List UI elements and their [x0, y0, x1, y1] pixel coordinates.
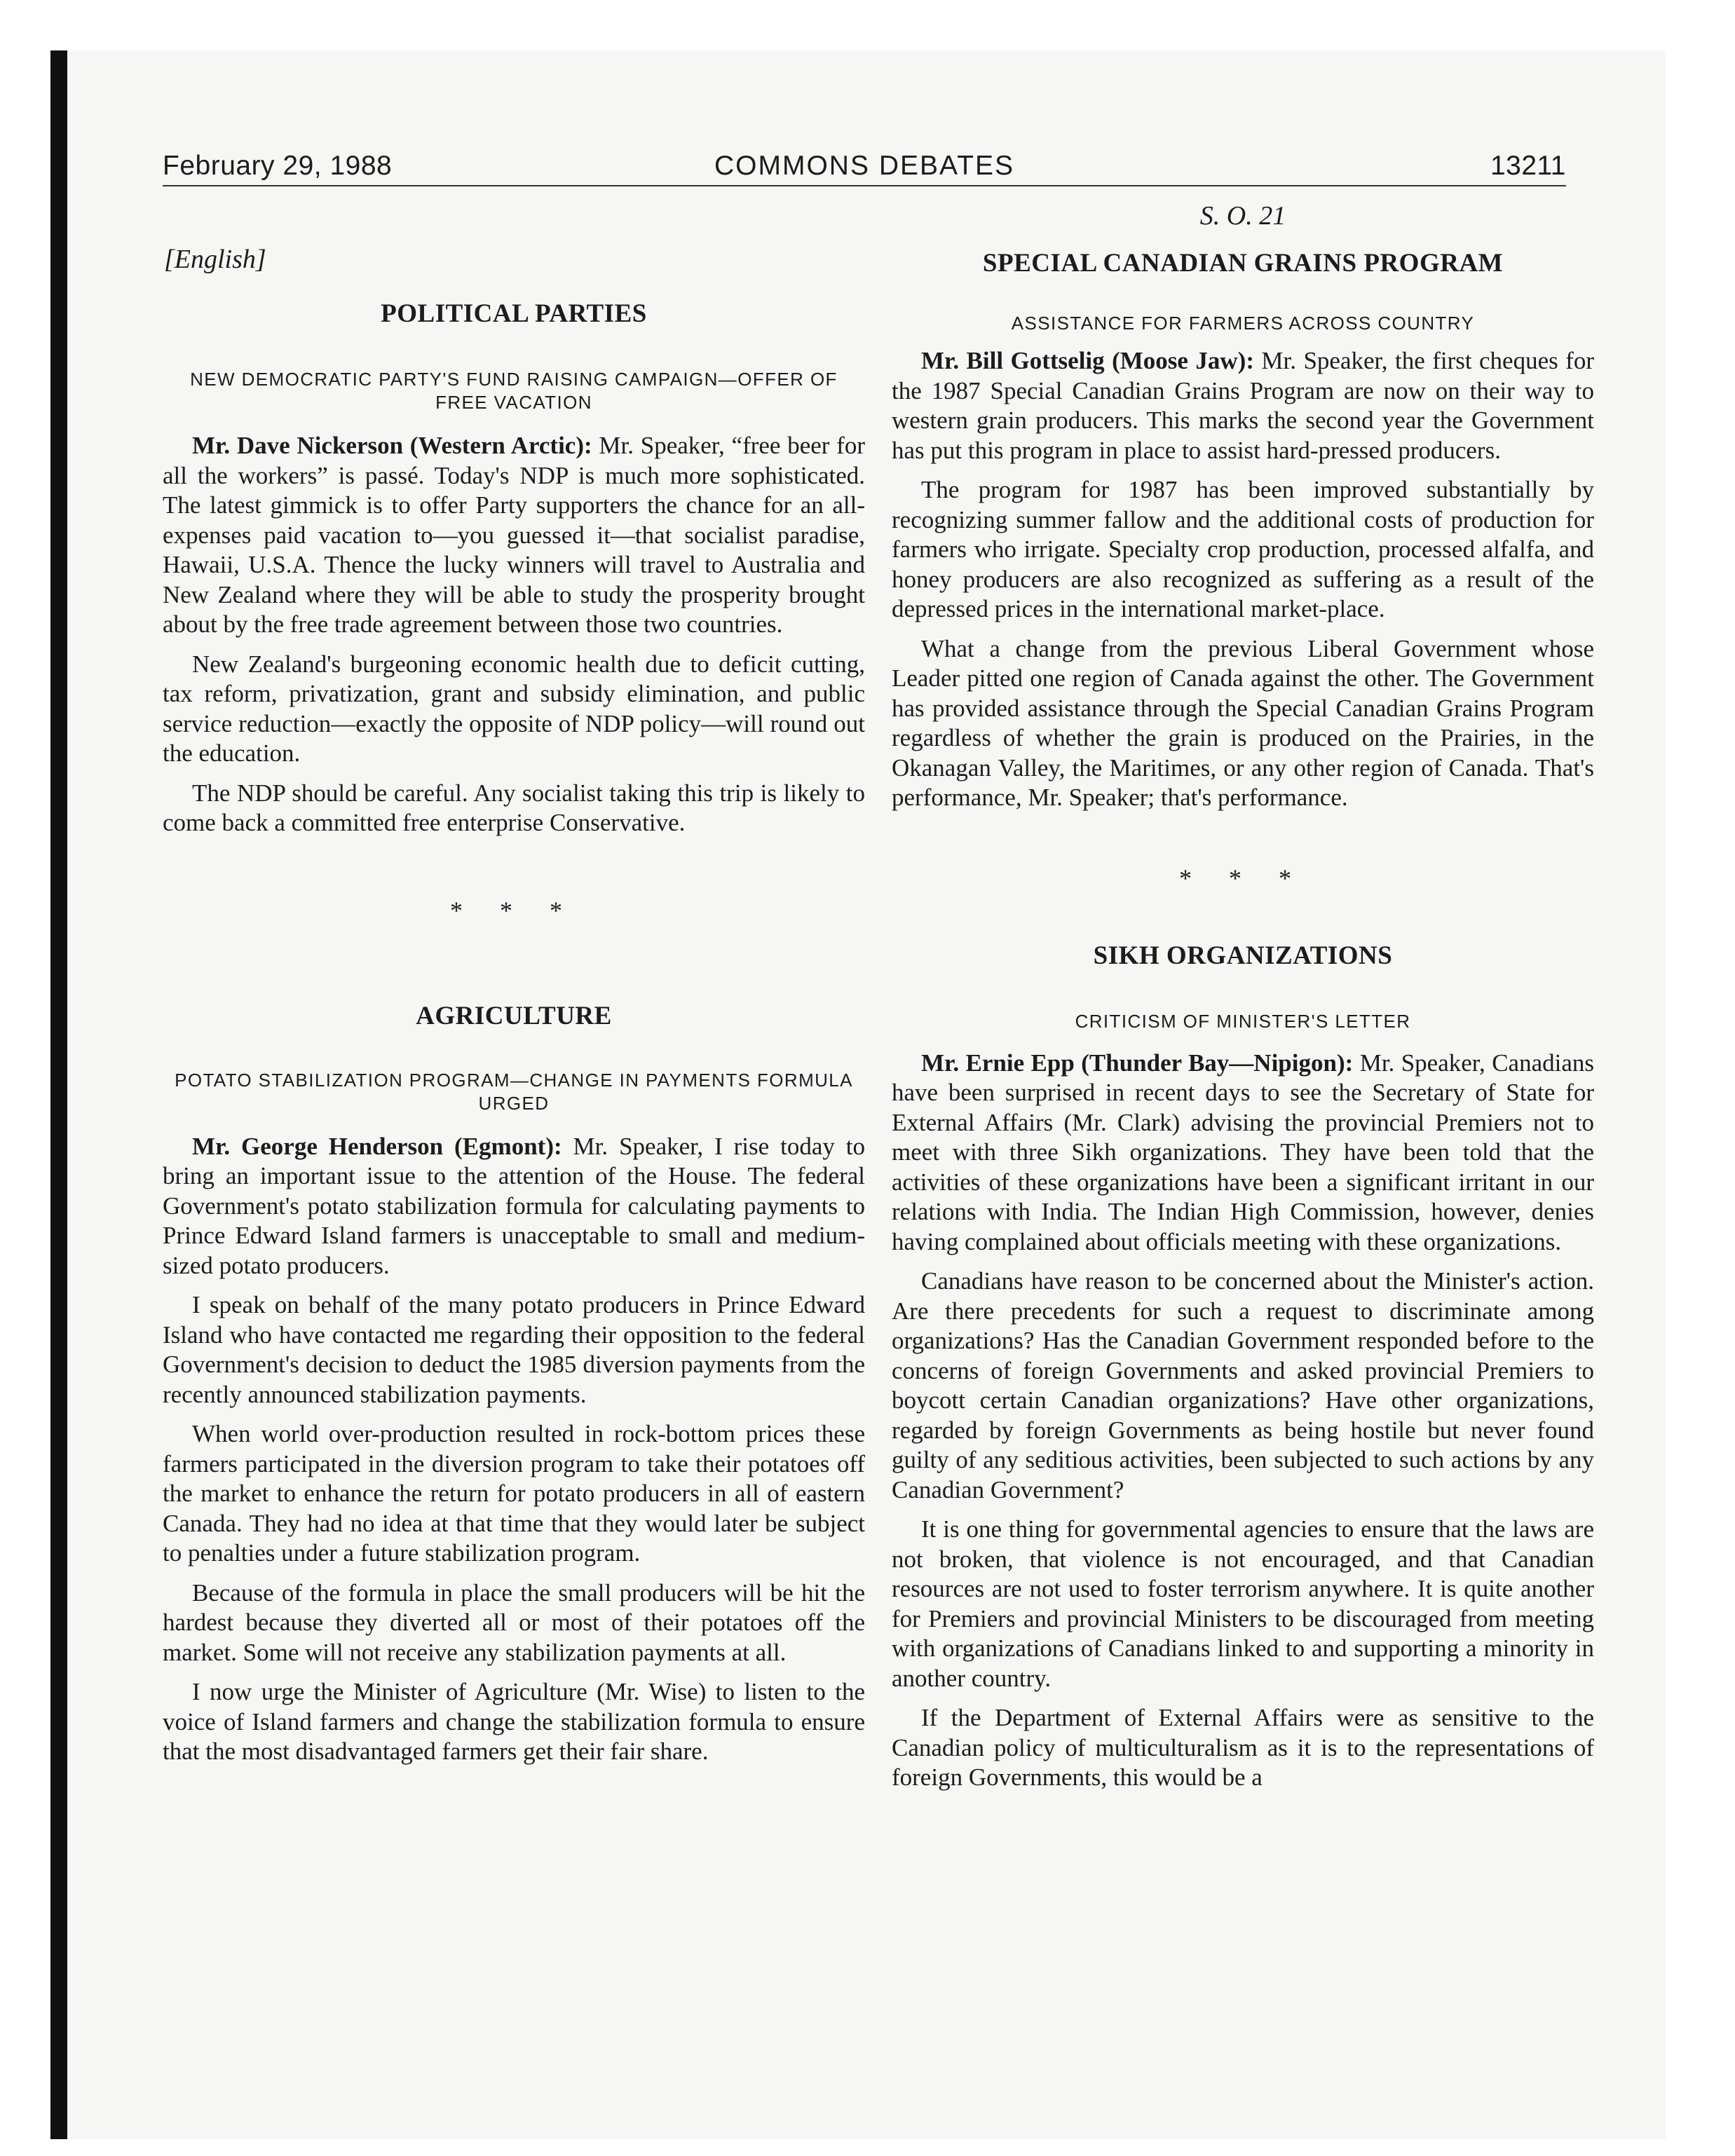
paragraph: What a change from the previous Liberal Government whose Leader pitted one region of Canada against the other. The Government has provided assistance through the Special Canadian Grains Program regardless of whether the grain is produced on the Prairies, in the Okanagan Valley, the Maritimes, or any other region of Canada. That's performance, Mr. Speaker; that's performance. [892, 634, 1594, 811]
section-sikh-organizations [892, 1049, 1594, 1793]
scan-edge [50, 50, 67, 2139]
paragraph: Mr. Dave Nickerson (Western Arctic): Mr. Speaker, “free beer for all the workers” is passé. Today's NDP is much more sophisticated. The latest gimmick is to offer Party supporters the chance for an all-expenses paid vacation to—you guessed it—that socialist paradise, Hawaii, U.S.A. Thence the lucky winners will travel to Australia and New Zealand where they will be able to study the prosperity brought about by the free trade agreement between those two countries. [163, 432, 865, 638]
left-column [163, 203, 865, 1767]
paragraph: When world over-production resulted in rock-bottom prices these farmers participated in the diversion program to take their potatoes off the market to enhance the return for potato producers in all of eastern Canada. They had no idea at that time that they would later be subject to penalties under a future stabilization program. [163, 1420, 865, 1567]
standing-order-label: S. O. 21 [1199, 201, 1286, 231]
speaker-name: Mr. Dave Nickerson (Western Arctic): [192, 432, 592, 459]
section-separator: * * * [450, 896, 578, 925]
language-marker: [English] [164, 245, 266, 274]
paragraph: I now urge the Minister of Agriculture (Mr. Wise) to listen to the voice of Island farmers and change the stabilization formula to ensure that the most disadvantaged farmers get their fair share. [163, 1678, 865, 1765]
subheading-ndp-fundraising: NEW DEMOCRATIC PARTY'S FUND RAISING CAMPAIGN—OFFER OF FREE VACATION [190, 369, 838, 413]
header-page-number: 13211 [1490, 151, 1566, 181]
section-agriculture [163, 1132, 865, 1767]
right-column [892, 203, 1594, 1793]
heading-political-parties: POLITICAL PARTIES [381, 299, 647, 328]
page-header [163, 147, 1566, 186]
paragraph: It is one thing for governmental agencies to ensure that the laws are not broken, that violence is not encouraged, and that Canadian resources are not used to foster terrorism anywhere. It is quite another for Premiers and provincial Ministers to be discouraged from meeting with organizations of Canadians linked to and supporting a minority in another country. [892, 1515, 1594, 1692]
paragraph: Canadians have reason to be concerned about the Minister's action. Are there precedents for such a request to discriminate among organizations? Has the Canadian Government responded before to the concerns of foreign Governments and asked provincial Premiers to boycott certain Canadian organizations? Have other organizations, regarded by foreign Governments as being hostile but never found guilty of any seditious activities, been subjected to such actions by any Canadian Government? [892, 1267, 1594, 1503]
paragraph: I speak on behalf of the many potato producers in Prince Edward Island who have contacted me regarding their opposition to the federal Government's decision to deduct the 1985 diversion payments from the recently announced stabilization payments. [163, 1291, 865, 1408]
section-separator: * * * [1179, 864, 1307, 892]
speaker-name: Mr. Ernie Epp (Thunder Bay—Nipigon): [921, 1049, 1354, 1077]
section-political-parties [163, 431, 865, 838]
subheading-potato-stabilization: POTATO STABILIZATION PROGRAM—CHANGE IN PAYMENTS FORMULA URGED [175, 1069, 853, 1114]
paragraph: Mr. Bill Gottselig (Moose Jaw): Mr. Speaker, the first cheques for the 1987 Special Canadian Grains Program are now on their way to western grain producers. This marks the second year the Government has put this program in place to assist hard-pressed producers. [892, 347, 1594, 464]
speaker-name: Mr. Bill Gottselig (Moose Jaw): [921, 347, 1254, 374]
header-date: February 29, 1988 [163, 151, 393, 181]
paragraph: The program for 1987 has been improved substantially by recognizing summer fallow and the additional costs of production for farmers who irrigate. Specialty crop production, processed alfalfa, and honey producers are also recognized as suffering as a result of the depressed prices in the international market-place. [892, 476, 1594, 622]
paragraph: If the Department of External Affairs were as sensitive to the Canadian policy of multiculturalism as it is to the representations of foreign Governments, this would be a [892, 1704, 1594, 1791]
section-grains-program [892, 346, 1594, 813]
heading-agriculture: AGRICULTURE [416, 1001, 612, 1030]
subheading-minister-letter: CRITICISM OF MINISTER'S LETTER [1075, 1010, 1411, 1032]
paragraph: New Zealand's burgeoning economic health due to deficit cutting, tax reform, privatization, grant and subsidy elimination, and public service reduction—exactly the opposite of NDP policy—will round out the education. [163, 650, 865, 767]
paragraph: Because of the formula in place the small producers will be hit the hardest because they diverted all or most of their potatoes off the market. Some will not receive any stabilization payments at all. [163, 1578, 865, 1666]
heading-special-canadian-grains: SPECIAL CANADIAN GRAINS PROGRAM [982, 249, 1504, 278]
heading-sikh-organizations: SIKH ORGANIZATIONS [1093, 941, 1393, 970]
subheading-assistance-farmers: ASSISTANCE FOR FARMERS ACROSS COUNTRY [1011, 313, 1475, 334]
paragraph: Mr. Ernie Epp (Thunder Bay—Nipigon): Mr. Speaker, Canadians have been surprised in recent days to see the Secretary of State for External Affairs (Mr. Clark) advising the provincial Premiers not to meet with three Sikh organizations. They have been told that the activities of these organizations have been a significant irritant in our relations with India. The Indian High Commission, however, denies having complained about officials meeting with these organizations. [892, 1049, 1595, 1255]
header-journal-title: COMMONS DEBATES [714, 151, 1014, 181]
paragraph: Mr. George Henderson (Egmont): Mr. Speaker, I rise today to bring an important issue to the attention of the House. The federal Government's potato stabilization formula for calculating payments to Prince Edward Island farmers is unacceptable to small and medium-sized potato producers. [163, 1132, 866, 1279]
speaker-name: Mr. George Henderson (Egmont): [192, 1132, 562, 1160]
paragraph: The NDP should be careful. Any socialist taking this trip is likely to come back a committed free enterprise Conservative. [163, 779, 865, 836]
